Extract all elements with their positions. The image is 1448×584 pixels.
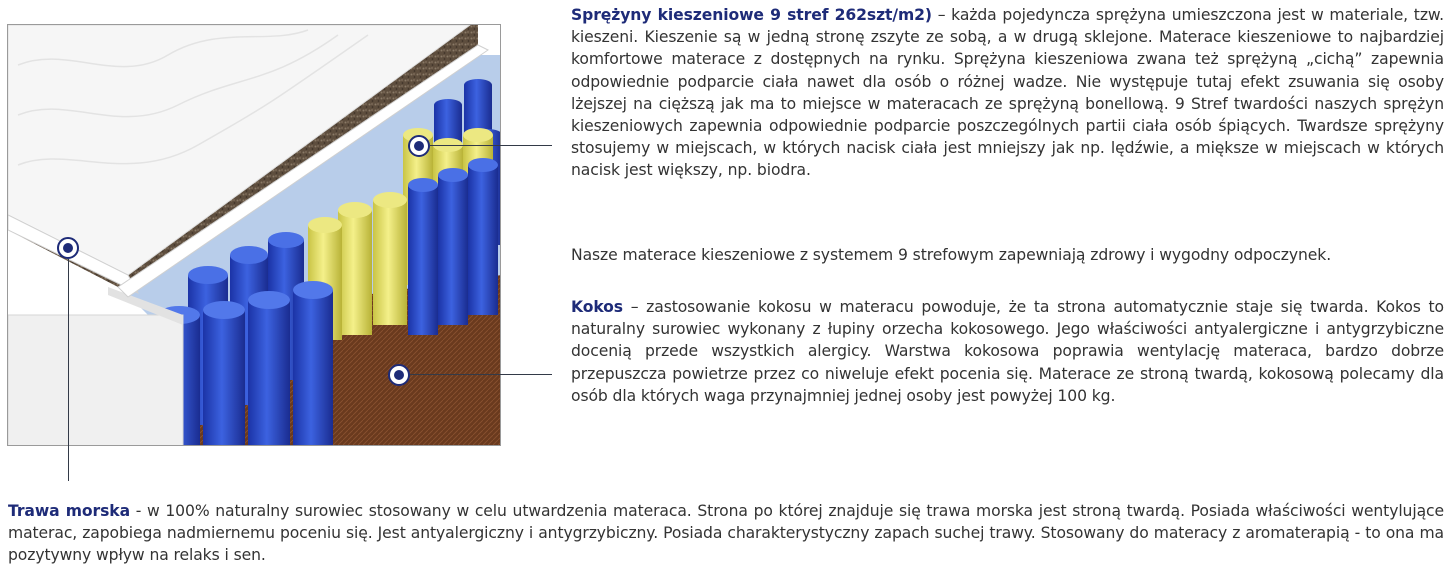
seaweed-body: - w 100% naturalny surowiec stosowany w celu utwardzenia materaca. Strona po której znajduje się trawa morska jest stroną twardą. Posiada właściwości wentylujące materac, zapobiega nadmiernemu poceniu się. Jest antyalergiczny i antygrzybiczny. Posiada charakterystyczny zapach suchej trawy. Stosowany do materacy z aromaterapią - to ona ma pozytywny wpływ na relaks i sen. bbox=[8, 502, 1444, 565]
seaweed-heading: Trawa morska bbox=[8, 502, 130, 520]
coconut-heading: Kokos bbox=[571, 298, 623, 316]
coconut-callout-line bbox=[410, 374, 552, 375]
mattress-cross-section-illustration bbox=[7, 24, 501, 446]
seaweed-callout-line bbox=[68, 259, 69, 481]
coconut-description bbox=[571, 296, 1444, 407]
springs-summary: Nasze materace kieszeniowe z systemem 9 strefowym zapewniają zdrowy i wygodny odpoczynek. bbox=[571, 246, 1332, 264]
foam-border bbox=[8, 315, 183, 446]
springs-heading: Sprężyny kieszeniowe 9 stref 262szt/m2) bbox=[571, 6, 932, 24]
marker-dot-icon bbox=[387, 363, 411, 387]
marker-dot-icon bbox=[56, 236, 80, 260]
mattress-illustration-svg bbox=[8, 25, 501, 446]
seaweed-description bbox=[8, 500, 1444, 567]
springs-description bbox=[571, 4, 1444, 182]
springs-callout-line bbox=[430, 145, 552, 146]
coconut-body: – zastosowanie kokosu w materacu powoduje, że ta strona automatycznie staje się twarda. Kokos to naturalny surowiec wykonany z łupiny orzecha kokosowego. Jego właściwości antyalergiczne i antygrzybiczne docenią przede wszystkich alergicy. Warstwa kokosowa poprawia wentylację materaca, bardzo dobrze przepuszcza powietrze przez co niweluje efekt pocenia się. Materace ze stroną twardą, kokosową polecamy dla osób dla których waga przynajmniej jednej osoby jest powyżej 100 kg. bbox=[571, 298, 1444, 405]
marker-dot-icon bbox=[407, 134, 431, 158]
springs-body: – każda pojedyncza sprężyna umieszczona jest w materiale, tzw. kieszeni. Kieszenie są w jedną stronę zszyte ze sobą, a w drugą sklejone. Materace kieszeniowe to najbardziej komfortowe materace z dostępnych na rynku. Sprężyna kieszeniowa zwana też sprężyną „cichą” zapewnia odpowiednie podparcie ciała nawet dla osób o różnej wadze. Nie występuje tutaj efekt zsuwania się osoby lżejszej na cięższą jak ma to miejsce w materacach ze sprężyną bonellową. 9 Stref twardości naszych sprężyn kieszeniowych zapewnia odpowiednie podparcie poszczególnych partii ciała osób śpiących. Twardsze sprężyny stosujemy w miejscach, w których nacisk ciała jest mniejszy jak np. lędźwie, a miększe w miejscach w których nacisk jest większy, np. biodra. bbox=[571, 6, 1444, 180]
